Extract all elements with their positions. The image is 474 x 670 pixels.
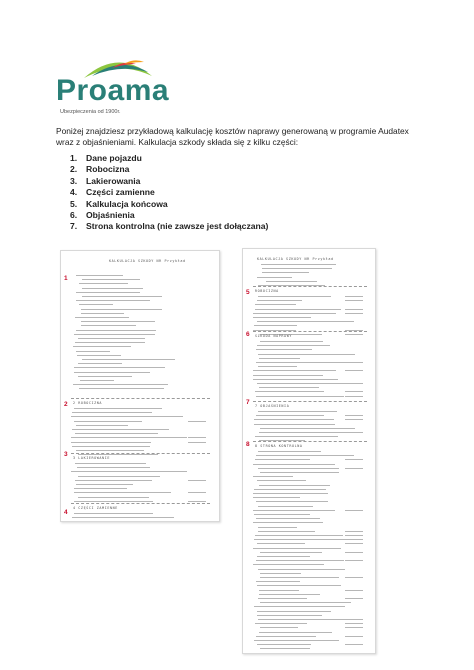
amount-line — [345, 459, 363, 460]
text-line — [75, 463, 146, 464]
text-line — [253, 375, 323, 376]
section-label: Strona kontrolna (nie zawsze jest dołączana) — [86, 221, 269, 232]
amount-line — [188, 521, 206, 522]
text-line — [254, 325, 297, 326]
text-line — [75, 480, 152, 481]
text-line — [76, 292, 140, 293]
text-line — [257, 300, 302, 301]
amount-line — [345, 362, 363, 363]
section-label: Objaśnienia — [86, 209, 135, 220]
section-number: 1. — [70, 153, 78, 163]
section-marker: 6 — [246, 331, 250, 338]
text-line — [259, 632, 332, 633]
text-line — [258, 506, 313, 507]
text-line — [259, 387, 319, 388]
text-line — [256, 455, 354, 456]
section-number: 7. — [70, 221, 78, 232]
amount-line — [345, 313, 363, 314]
section-item — [70, 210, 268, 221]
text-line — [82, 279, 140, 280]
text-line — [254, 514, 310, 515]
text-line — [254, 489, 326, 490]
amount-line — [345, 543, 363, 544]
text-line — [256, 560, 344, 561]
text-line — [260, 602, 351, 603]
text-line — [258, 296, 331, 297]
amount-line — [345, 590, 363, 591]
amount-line — [345, 432, 363, 433]
intro-paragraph: Poniżej znajdziesz przykładową kalkulację kosztów naprawy generowaną w programie Audatex wraz z objaśnieniami. Kalkulacja szkody składa się z kilku części: — [56, 126, 409, 147]
text-line — [258, 451, 321, 452]
text-line — [258, 569, 345, 570]
text-line — [255, 436, 338, 437]
text-line — [76, 351, 110, 352]
text-line — [72, 429, 169, 430]
text-line — [80, 380, 114, 381]
text-line — [78, 363, 122, 364]
text-line — [259, 590, 299, 591]
text-line — [81, 309, 162, 310]
section-marker: 4 — [64, 509, 68, 516]
section-divider — [253, 401, 367, 402]
text-line — [259, 432, 346, 433]
amount-line — [188, 480, 206, 481]
section-item — [70, 199, 268, 210]
section-number: 2. — [70, 164, 78, 175]
text-line — [261, 264, 336, 265]
section-heading: ROBOCIZNA — [255, 289, 279, 293]
text-line — [260, 341, 323, 342]
section-label: Lakierowania — [86, 175, 141, 186]
brand-name: Proama — [56, 74, 170, 107]
section-marker: 1 — [64, 275, 68, 282]
text-line — [74, 492, 171, 493]
text-line — [76, 330, 156, 331]
text-line — [74, 334, 155, 335]
text-line — [260, 648, 310, 649]
section-number: 5. — [70, 198, 78, 209]
text-line — [253, 522, 323, 523]
text-line — [82, 296, 162, 297]
text-line — [81, 325, 136, 326]
section-number: 3. — [70, 175, 78, 186]
text-line — [74, 421, 142, 422]
section-marker: 2 — [64, 401, 68, 408]
text-line — [260, 573, 301, 574]
text-line — [77, 355, 121, 356]
section-item — [70, 187, 268, 198]
amount-line — [345, 296, 363, 297]
amount-line — [188, 442, 206, 443]
text-line — [260, 627, 298, 628]
text-line — [256, 518, 320, 519]
section-label: Robocizna — [86, 164, 130, 175]
text-line — [257, 585, 341, 586]
text-line — [253, 497, 300, 498]
text-line — [258, 598, 307, 599]
amount-line — [345, 391, 363, 392]
text-line — [253, 313, 336, 314]
text-line — [257, 611, 331, 612]
text-line — [78, 376, 132, 377]
text-line — [260, 472, 339, 473]
text-line — [256, 349, 312, 350]
text-line — [254, 539, 350, 540]
text-line — [253, 317, 311, 318]
text-line — [256, 362, 349, 363]
text-line — [71, 442, 151, 443]
text-line — [79, 304, 113, 305]
text-line — [254, 424, 335, 425]
section-heading: 4 CZĘŚCI ZAMIENNE — [73, 506, 118, 510]
text-line — [78, 497, 149, 498]
proama-logo — [56, 54, 176, 114]
text-line — [255, 304, 296, 305]
text-line — [262, 268, 332, 269]
text-line — [258, 468, 339, 469]
amount-line — [345, 552, 363, 553]
amount-line — [345, 644, 363, 645]
section-heading: SZKODA NAPRAWY — [255, 334, 292, 338]
text-line — [253, 510, 335, 511]
text-line — [76, 484, 133, 485]
text-line — [71, 416, 183, 417]
amount-line — [345, 510, 363, 511]
section-heading: 7 OBJAŚNIENIA — [255, 404, 290, 408]
section-item — [70, 176, 268, 187]
text-line — [256, 501, 328, 502]
section-divider — [71, 503, 210, 504]
text-line — [74, 488, 127, 489]
page1-title: KALKULACJA SZKODY NR Przykład — [109, 259, 186, 263]
text-line — [255, 535, 343, 536]
text-line — [76, 300, 150, 301]
amount-line — [345, 619, 363, 620]
amount-line — [345, 419, 363, 420]
section-divider — [253, 286, 367, 287]
section-label: Kalkulacja końcowa — [86, 198, 168, 209]
text-line — [255, 623, 307, 624]
text-line — [76, 275, 123, 276]
text-line — [253, 548, 341, 549]
text-line — [256, 581, 300, 582]
text-line — [78, 476, 160, 477]
text-line — [256, 636, 316, 637]
text-line — [253, 476, 293, 477]
text-line — [256, 396, 344, 397]
text-line — [75, 433, 158, 434]
text-line — [254, 606, 345, 607]
amount-line — [345, 300, 363, 301]
sample-calculation-page-2 — [242, 248, 376, 654]
text-line — [257, 321, 354, 322]
amount-line — [345, 636, 363, 637]
text-line — [266, 281, 317, 282]
text-line — [257, 480, 306, 481]
page2-title: KALKULACJA SZKODY NR Przykład — [257, 257, 334, 261]
amount-line — [345, 468, 363, 469]
text-line — [72, 446, 150, 447]
section-divider — [71, 453, 210, 454]
text-line — [72, 412, 152, 413]
text-line — [255, 459, 310, 460]
amount-line — [188, 437, 206, 438]
section-number: 4. — [70, 187, 78, 198]
amount-line — [345, 560, 363, 561]
section-divider — [253, 441, 367, 442]
text-line — [262, 272, 309, 273]
section-item — [70, 153, 268, 164]
text-line — [258, 411, 337, 412]
amount-line — [345, 535, 363, 536]
text-line — [253, 564, 324, 565]
amount-line — [188, 501, 206, 502]
text-line — [74, 372, 150, 373]
text-line — [82, 359, 175, 360]
text-line — [259, 358, 300, 359]
text-line — [256, 415, 324, 416]
amount-line — [345, 334, 363, 335]
text-line — [257, 345, 330, 346]
text-line — [78, 338, 145, 339]
text-line — [253, 493, 328, 494]
text-line — [260, 577, 339, 578]
section-heading: 2 ROBOCIZNA — [73, 401, 103, 405]
text-line — [257, 277, 292, 278]
text-line — [260, 552, 322, 553]
text-line — [258, 619, 348, 620]
text-line — [73, 521, 177, 522]
text-line — [71, 471, 187, 472]
text-line — [257, 556, 310, 557]
amount-line — [345, 309, 363, 310]
section-label: Dane pojazdu — [86, 153, 142, 163]
text-line — [260, 428, 355, 429]
sample-calculation-page-1 — [60, 250, 220, 522]
text-line — [254, 419, 334, 420]
amount-line — [345, 627, 363, 628]
section-item — [70, 221, 268, 232]
text-line — [254, 640, 339, 641]
section-divider — [71, 398, 210, 399]
section-divider — [253, 331, 367, 332]
amount-line — [188, 421, 206, 422]
text-line — [74, 408, 162, 409]
text-line — [257, 543, 305, 544]
text-line — [253, 370, 336, 371]
text-line — [258, 285, 325, 286]
section-heading: 8 STRONA KONTROLNA — [255, 444, 303, 448]
text-line — [75, 342, 145, 343]
text-line — [76, 425, 128, 426]
text-line — [79, 388, 164, 389]
text-line — [258, 366, 297, 367]
sections-list — [70, 153, 268, 233]
text-line — [73, 384, 168, 385]
text-line — [75, 317, 129, 318]
text-line — [253, 464, 335, 465]
text-line — [255, 391, 324, 392]
text-line — [72, 517, 174, 518]
text-line — [258, 354, 355, 355]
section-number: 6. — [70, 209, 78, 220]
text-line — [255, 309, 341, 310]
amount-line — [345, 539, 363, 540]
text-line — [82, 288, 143, 289]
section-heading: 3 LAKIEROWANIE — [73, 456, 110, 460]
text-line — [77, 467, 150, 468]
section-label: Części zamienne — [86, 187, 155, 198]
text-line — [81, 321, 155, 322]
section-marker: 5 — [246, 289, 250, 296]
text-line — [257, 615, 322, 616]
text-line — [74, 501, 153, 502]
text-line — [258, 527, 297, 528]
amount-line — [345, 531, 363, 532]
section-item — [70, 164, 268, 175]
amount-line — [345, 623, 363, 624]
text-line — [259, 594, 320, 595]
amount-line — [345, 396, 363, 397]
text-line — [259, 485, 330, 486]
text-line — [79, 283, 128, 284]
amount-line — [345, 598, 363, 599]
text-line — [81, 313, 124, 314]
text-line — [74, 513, 153, 514]
text-line — [253, 379, 338, 380]
amount-line — [345, 370, 363, 371]
text-line — [74, 367, 165, 368]
section-marker: 7 — [246, 399, 250, 406]
section-marker: 3 — [64, 451, 68, 458]
amount-line — [188, 492, 206, 493]
amount-line — [345, 383, 363, 384]
text-line — [257, 383, 350, 384]
text-line — [258, 531, 315, 532]
text-line — [73, 346, 131, 347]
amount-line — [345, 415, 363, 416]
amount-line — [345, 577, 363, 578]
text-line — [76, 450, 144, 451]
text-line — [257, 644, 311, 645]
text-line — [71, 437, 187, 438]
brand-tagline: Ubezpieczenia od 1900r. — [60, 109, 121, 115]
section-marker: 8 — [246, 441, 250, 448]
